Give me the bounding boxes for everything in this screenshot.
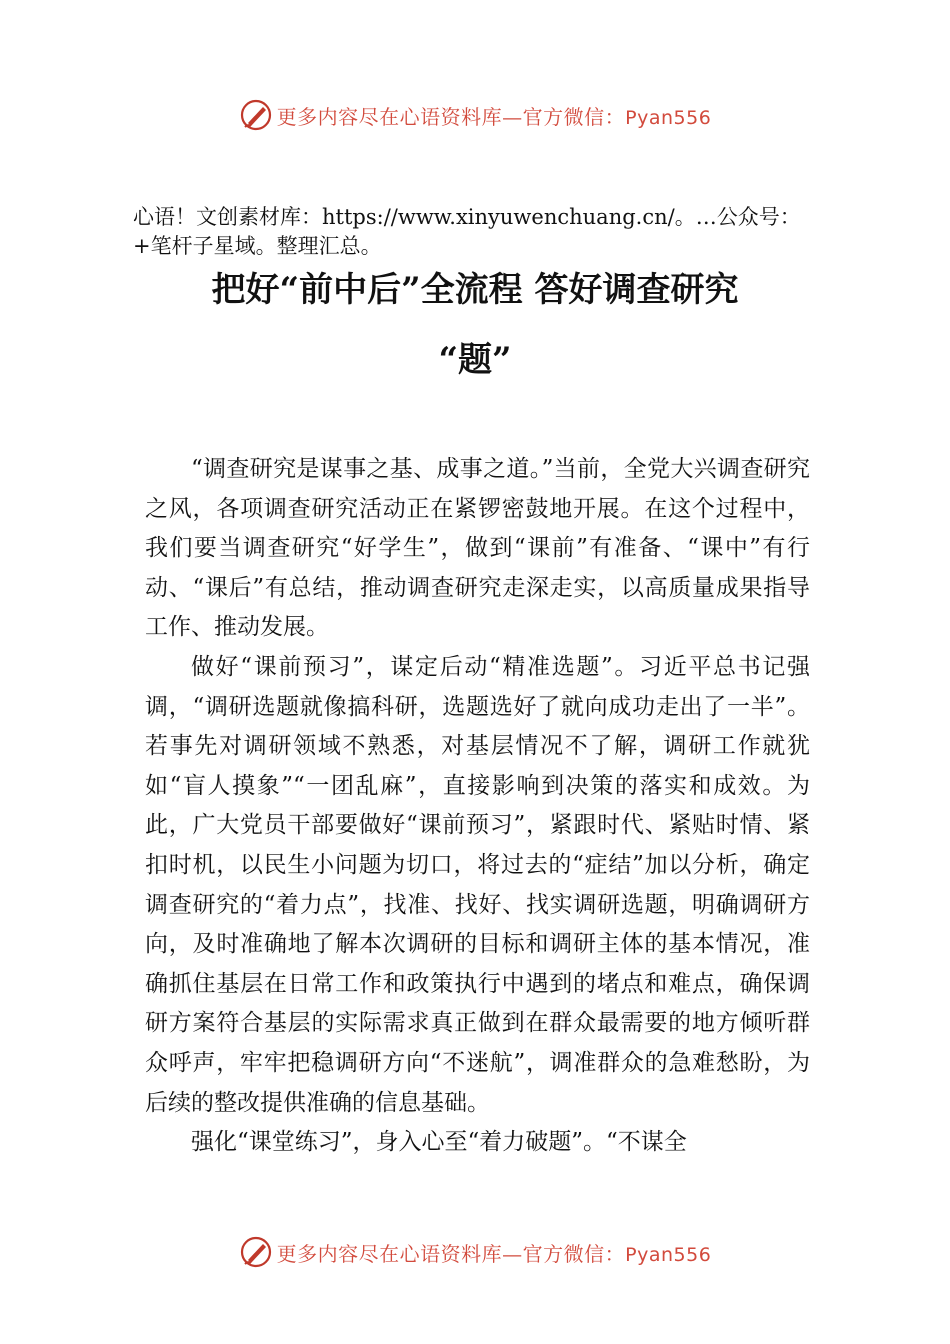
header-watermark-banner	[0, 95, 950, 135]
document-body	[145, 450, 810, 1163]
footer-watermark-banner	[0, 1232, 950, 1272]
quill-seal-logo-icon	[239, 1235, 273, 1269]
watermark-wechat-id: Pyan556	[625, 1243, 712, 1266]
document-title-line-2: “题”	[438, 340, 512, 380]
paragraph: 做好“课前预习”，谋定后动“精准选题”。习近平总书记强调，“调研选题就像搞科研，选题选好了就向成功走出了一半”。若事先对调研领域不熟悉，对基层情况不了解，调研工作就犹如“盲人摸象”“一团乱麻”，直接影响到决策的落实和成效。为此，广大党员干部要做好“课前预习”，紧跟时代、紧贴时情、紧扣时机，以民生小问题为切口，将过去的“症结”加以分析，确定调查研究的“着力点”，找准、找好、找实调研选题，明确调研方向，及时准确地了解本次调研的目标和调研主体的基本情况，准确抓住基层在日常工作和政策执行中遇到的堵点和难点，确保调研方案符合基层的实际需求真正做到在群众最需要的地方倾听群众呼声，牢牢把稳调研方向“不迷航”，调准群众的急难愁盼，为后续的整改提供准确的信息基础。	[145, 653, 810, 1116]
paragraph: “调查研究是谋事之基、成事之道。”当前，全党大兴调查研究之风，各项调查研究活动正在紧锣密鼓地开展。在这个过程中，我们要当调查研究“好学生”，做到“课前”有准备、“课中”有行动、“课后”有总结，推动调查研究走深走实，以高质量成果指导工作、推动发展。	[145, 456, 810, 641]
quill-seal-logo-icon	[239, 98, 273, 132]
source-line: 心语！文创素材库：https://www.xinyuwenchuang.cn/。…公众号：+笔杆子星域。整理汇总。	[133, 205, 801, 258]
document-title-line-1: 把好“前中后”全流程 答好调查研究	[211, 270, 739, 310]
watermark-text: 更多内容尽在心语资料库—官方微信：Pyan556	[276, 1241, 712, 1266]
paragraph: 强化“课堂练习”，身入心至“着力破题”。“不谋全	[191, 1129, 687, 1156]
watermark-text: 更多内容尽在心语资料库—官方微信：Pyan556	[276, 104, 712, 129]
watermark-wechat-id: Pyan556	[625, 106, 712, 129]
